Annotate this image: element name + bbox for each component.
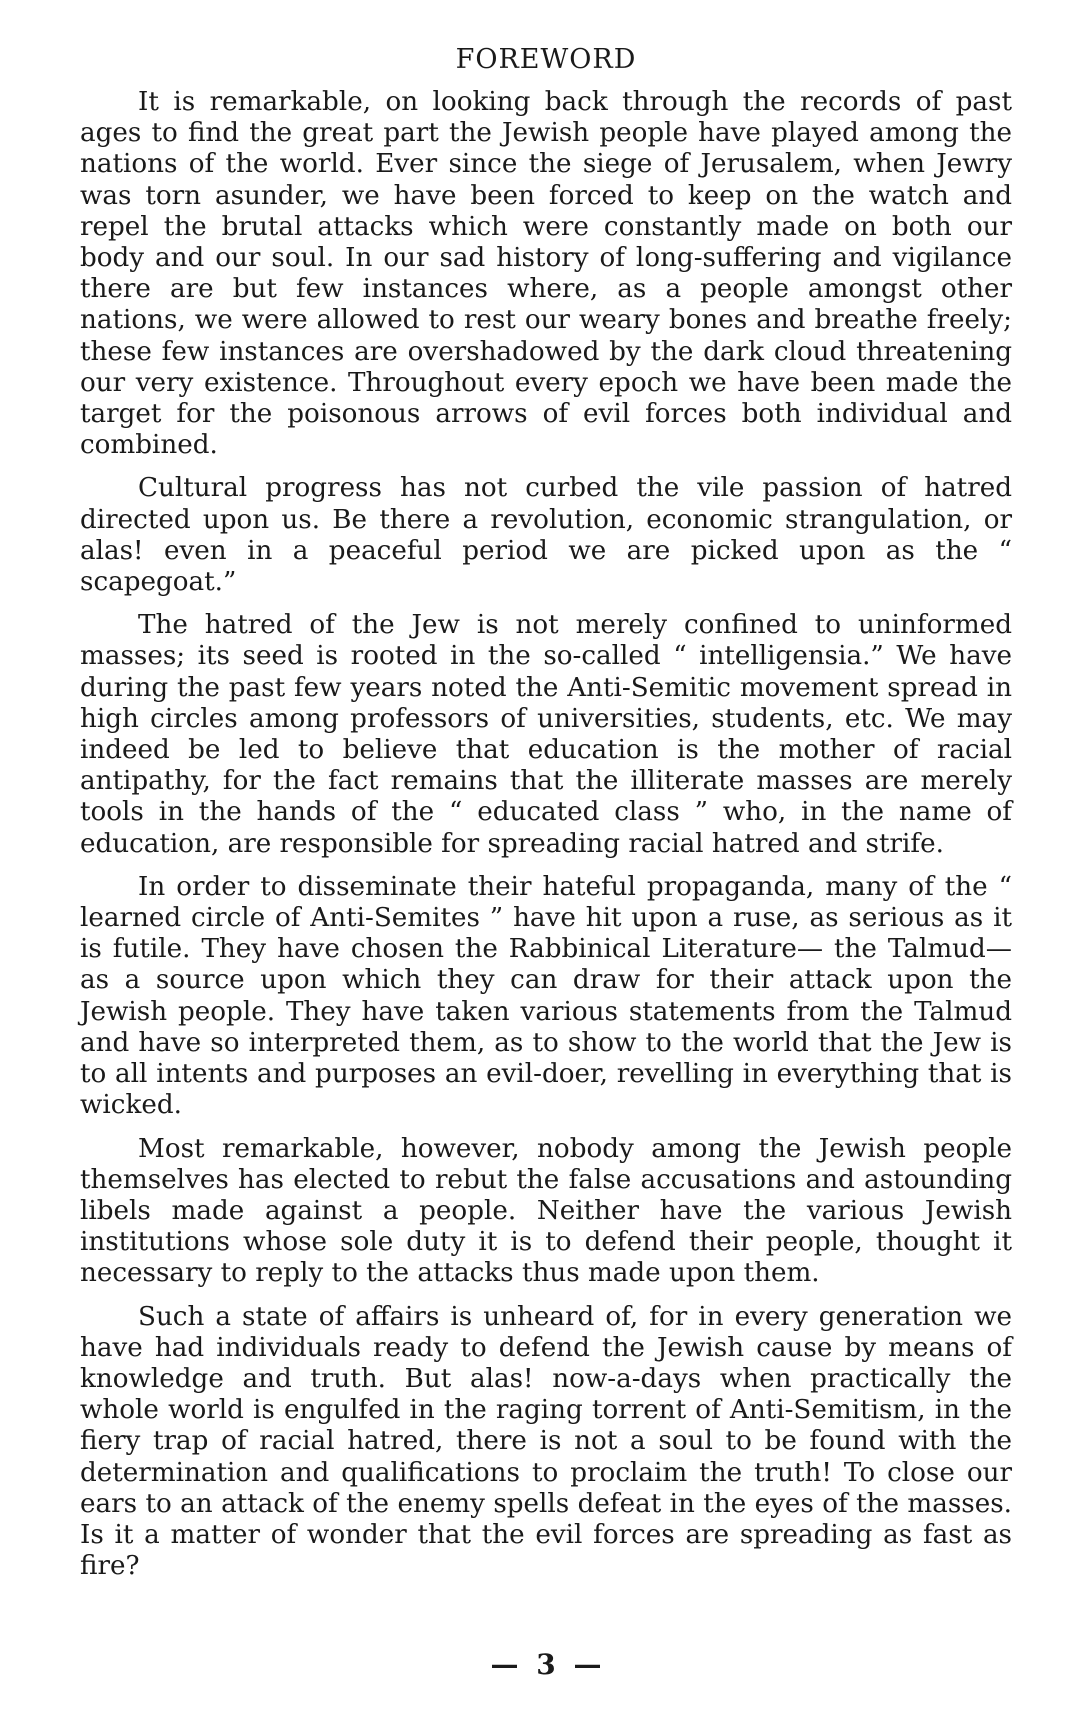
paragraph-5: Most remarkable, however, nobody among the Jewish people themselves has elected to rebut the false accusations and astounding libels made against a people. Neither have the various Jewish institutions whose sole duty it is to defend their people, thought it necessary to reply to the attacks thus made upon them. bbox=[80, 1133, 1012, 1289]
page-title: FOREWORD bbox=[455, 44, 637, 75]
paragraph-4: In order to disseminate their hateful propaganda, many of the “ learned circle of Anti-Semites ” have hit upon a ruse, as serious as it is futile. They have chosen the Rabbinical Literature— the Talmud—as a source upon which they can draw for their attack upon the Jewish people. They have taken various statements from the Talmud and have so interpreted them, as to show to the world that the Jew is to all intents and purposes an evil-doer, revelling in everything that is wicked. bbox=[80, 871, 1012, 1121]
paragraph-6: Such a state of affairs is unheard of, for in every generation we have had individuals ready to defend the Jewish cause by means of knowledge and truth. But alas! now-a-days when practically the whole world is engulfed in the raging torrent of Anti-Semitism, in the fiery trap of racial hatred, there is not a soul to be found with the determination and qualifications to proclaim the truth! To close our ears to an attack of the enemy spells defeat in the eyes of the masses. Is it a matter of wonder that the evil forces are spreading as fast as fire? bbox=[80, 1301, 1012, 1582]
paragraph-2: Cultural progress has not curbed the vile passion of hatred directed upon us. Be there a revolution, economic strangulation, or alas! even in a peaceful period we are picked upon as the “ scapegoat.” bbox=[80, 473, 1012, 598]
paragraph-3: The hatred of the Jew is not merely confined to uninformed masses; its seed is rooted in the so-called “ intelligensia.” We have during the past few years noted the Anti-Semitic movement spread in high circles among professors of universities, students, etc. We may indeed be led to believe that education is the mother of racial antipathy, for the fact remains that the illiterate masses are merely tools in the hands of the “ educated class ” who, in the name of education, are responsible for spreading racial hatred and strife. bbox=[80, 610, 1012, 859]
page-number: — 3 — bbox=[490, 1648, 602, 1681]
paragraph-1: It is remarkable, on looking back through the records of past ages to find the great part the Jewish people have played among the nations of the world. Ever since the siege of Jerusalem, when Jewry was torn asunder, we have been forced to keep on the watch and repel the brutal attacks which were constantly made on both our body and our soul. In our sad history of long-suffering and vigilance there are but few instances where, as a people amongst other nations, we were allowed to rest our weary bones and breathe freely; these few instances are overshadowed by the dark cloud threatening our very existence. Throughout every epoch we have been made the target for the poisonous arrows of evil forces both individual and combined. bbox=[80, 87, 1012, 461]
page bbox=[80, 44, 1012, 1594]
